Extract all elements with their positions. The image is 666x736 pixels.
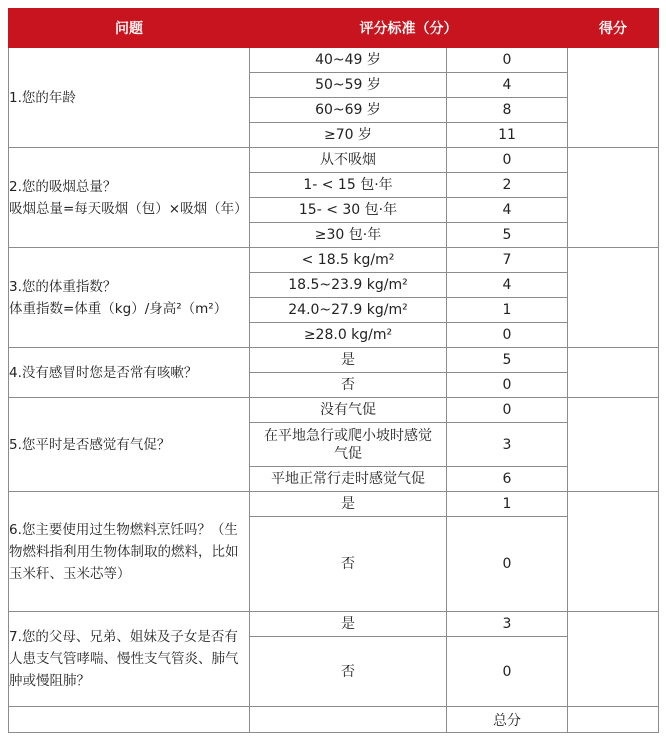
question-note: 体重指数=体重（kg）/身高²（m²） xyxy=(9,300,228,317)
question-text: 4.没有感冒时您是否常有咳嗽？ xyxy=(9,364,198,381)
option-score: 0 xyxy=(447,637,568,707)
score-entry-cell[interactable] xyxy=(568,148,659,248)
score-entry-cell[interactable] xyxy=(568,48,659,148)
question-text: 5.您平时是否感觉有气促？ xyxy=(9,436,171,453)
option-label: 50~59 岁 xyxy=(250,73,447,98)
option-score: 4 xyxy=(447,198,568,223)
score-entry-cell[interactable] xyxy=(568,248,659,348)
option-score: 0 xyxy=(447,517,568,612)
screening-table xyxy=(8,8,659,733)
table-row xyxy=(9,148,659,173)
option-label: 否 xyxy=(250,517,447,612)
option-label: 是 xyxy=(250,492,447,517)
option-score: 0 xyxy=(447,398,568,423)
option-score: 0 xyxy=(447,373,568,398)
option-label: 60~69 岁 xyxy=(250,98,447,123)
option-label: < 18.5 kg/m² xyxy=(250,248,447,273)
option-score: 2 xyxy=(447,173,568,198)
question-text: 6.您主要使用过生物燃料烹饪吗？（生物燃料指利用生物体制取的燃料，比如玉米秆、玉米芯等） xyxy=(9,521,239,582)
option-label: 18.5~23.9 kg/m² xyxy=(250,273,447,298)
option-label: 平地正常行走时感觉气促 xyxy=(250,467,447,492)
option-label: 从不吸烟 xyxy=(250,148,447,173)
question-text: 2.您的吸烟总量？ xyxy=(9,178,117,195)
table-row xyxy=(9,348,659,373)
question-cell xyxy=(9,398,250,492)
option-score: 5 xyxy=(447,223,568,248)
question-cell xyxy=(9,48,250,148)
question-cell xyxy=(9,148,250,248)
score-entry-cell[interactable] xyxy=(568,612,659,707)
option-label: 15- < 30 包·年 xyxy=(250,198,447,223)
option-score: 3 xyxy=(447,612,568,637)
option-label: 没有气促 xyxy=(250,398,447,423)
header-criteria: 评分标准（分） xyxy=(250,9,568,48)
option-score: 8 xyxy=(447,98,568,123)
option-score: 11 xyxy=(447,123,568,148)
option-label: 24.0~27.9 kg/m² xyxy=(250,298,447,323)
total-empty-cell xyxy=(250,707,447,733)
option-score: 7 xyxy=(447,248,568,273)
option-label: 1- < 15 包·年 xyxy=(250,173,447,198)
question-cell xyxy=(9,492,250,612)
total-label: 总分 xyxy=(447,707,568,733)
option-score: 1 xyxy=(447,492,568,517)
table-header-row xyxy=(9,9,659,48)
option-label: ≥28.0 kg/m² xyxy=(250,323,447,348)
question-cell xyxy=(9,348,250,398)
option-score: 4 xyxy=(447,273,568,298)
question-text: 3.您的体重指数？ xyxy=(9,278,117,295)
option-score: 0 xyxy=(447,323,568,348)
option-label: 在平地急行或爬小坡时感觉气促 xyxy=(250,423,447,467)
option-label: 是 xyxy=(250,612,447,637)
header-question: 问题 xyxy=(9,9,250,48)
score-entry-cell[interactable] xyxy=(568,398,659,492)
option-score: 4 xyxy=(447,73,568,98)
question-note: 吸烟总量=每天吸烟（包）×吸烟（年） xyxy=(9,200,248,217)
total-score-cell[interactable] xyxy=(568,707,659,733)
table-row xyxy=(9,248,659,273)
question-text: 7.您的父母、兄弟、姐妹及子女是否有人患支气管哮喘、慢性支气管炎、肺气肿或慢阻肺？ xyxy=(9,629,239,689)
total-empty-cell xyxy=(9,707,250,733)
option-score: 6 xyxy=(447,467,568,492)
table-row xyxy=(9,492,659,517)
option-label: 40~49 岁 xyxy=(250,48,447,73)
option-score: 0 xyxy=(447,148,568,173)
option-score: 3 xyxy=(447,423,568,467)
option-label: ≥30 包·年 xyxy=(250,223,447,248)
table-row xyxy=(9,612,659,637)
option-score: 0 xyxy=(447,48,568,73)
question-cell xyxy=(9,612,250,707)
option-score: 1 xyxy=(447,298,568,323)
table-row xyxy=(9,48,659,73)
option-label: ≥70 岁 xyxy=(250,123,447,148)
question-text: 1.您的年龄 xyxy=(9,89,76,106)
score-entry-cell[interactable] xyxy=(568,492,659,612)
table-row xyxy=(9,398,659,423)
option-label: 是 xyxy=(250,348,447,373)
option-label: 否 xyxy=(250,637,447,707)
question-cell xyxy=(9,248,250,348)
option-score: 5 xyxy=(447,348,568,373)
score-entry-cell[interactable] xyxy=(568,348,659,398)
header-score: 得分 xyxy=(568,9,659,48)
total-row xyxy=(9,707,659,733)
option-label: 否 xyxy=(250,373,447,398)
